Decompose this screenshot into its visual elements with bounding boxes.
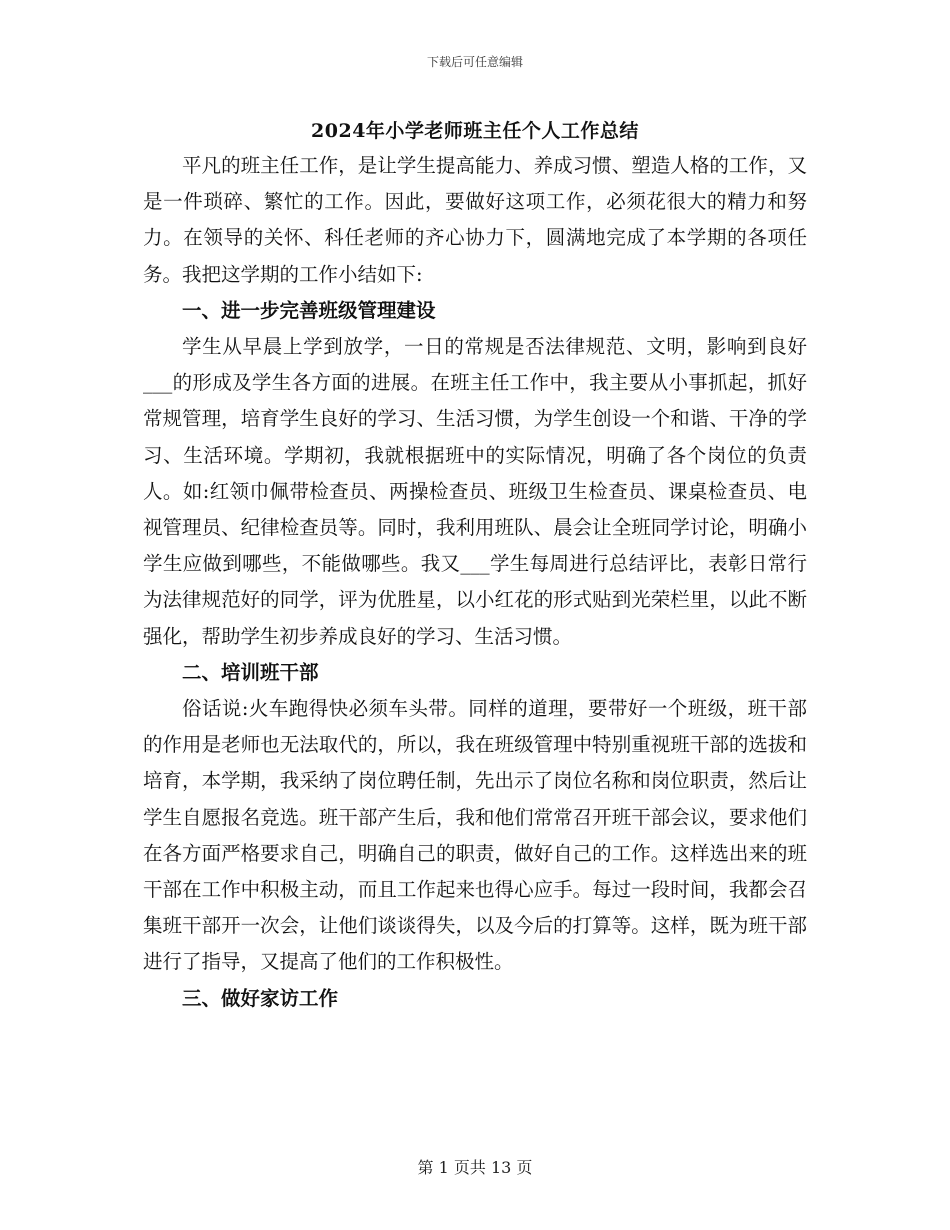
document-body bbox=[143, 148, 807, 1017]
intro-paragraph: 平凡的班主任工作，是让学生提高能力、养成习惯、塑造人格的工作，又是一件琐碎、繁忙的工作。因此，要做好这项工作，必须花很大的精力和努力。在领导的关怀、科任老师的齐心协力下，圆满地完成了本学期的各项任务。我把这学期的工作小结如下: bbox=[143, 154, 807, 286]
header-note: 下载后可任意编辑 bbox=[426, 55, 523, 69]
section-paragraph-2: 俗话说:火车跑得快必须车头带。同样的道理，要带好一个班级，班干部的作用是老师也无法取代的，所以，我在班级管理中特别重视班干部的选拔和培育，本学期，我采纳了岗位聘任制，先出示了岗位名称和岗位职责，然后让学生自愿报名竞选。班干部产生后，我和他们常常召开班干部会议，要求他们在各方面严格要求自己，明确自己的职责，做好自己的工作。这样选出来的班干部在工作中积极主动，而且工作起来也得心应手。每过一段时间，我都会召集班干部开一次会，让他们谈谈得失，以及今后的打算等。这样，既为班干部进行了指导，又提高了他们的工作积极性。 bbox=[143, 697, 807, 974]
section-heading-2: 二、培训班干部 bbox=[182, 660, 319, 684]
page-footer: 第 1 页共 13 页 bbox=[417, 1158, 533, 1177]
section-heading-1: 一、进一步完善班级管理建设 bbox=[182, 298, 436, 322]
section-paragraph-1: 学生从早晨上学到放学，一日的常规是否法律规范、文明，影响到良好___的形成及学生各方面的进展。在班主任工作中，我主要从小事抓起，抓好常规管理，培育学生良好的学习、生活习惯，为学生创设一个和谐、干净的学习、生活环境。学期初，我就根据班中的实际情况，明确了各个岗位的负责人。如:红领巾佩带检查员、两操检查员、班级卫生检查员、课桌检查员、电视管理员、纪律检查员等。同时，我利用班队、晨会让全班同学讨论，明确小学生应做到哪些，不能做哪些。我又___学生每周进行总结评比，表彰日常行为法律规范好的同学，评为优胜星，以小红花的形式贴到光荣栏里，以此不断强化，帮助学生初步养成良好的学习、生活习惯。 bbox=[143, 335, 807, 648]
section-heading-3: 三、做好家访工作 bbox=[182, 986, 339, 1010]
document-title: 2024年小学老师班主任个人工作总结 bbox=[311, 120, 639, 142]
